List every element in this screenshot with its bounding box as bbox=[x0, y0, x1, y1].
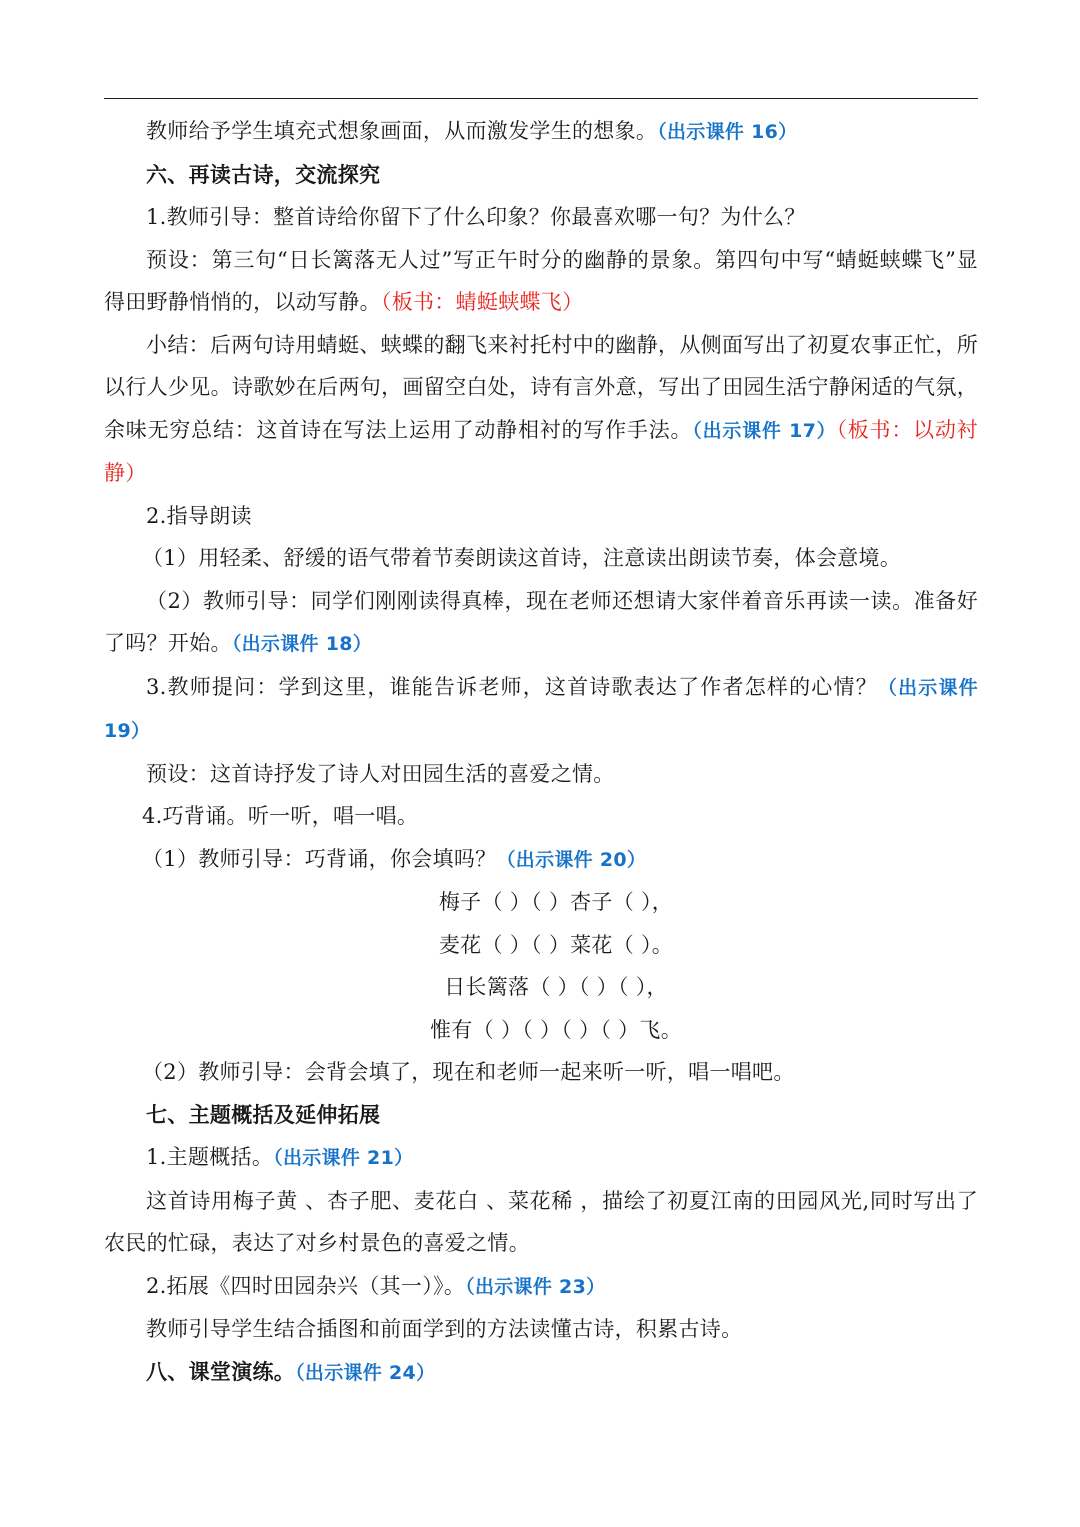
paragraph-text: （1）教师引导：巧背诵，你会填吗？ bbox=[142, 846, 497, 871]
paragraph: （1）用轻柔、舒缓的语气带着节奏朗读这首诗，注意读出朗读节奏，体会意境。 bbox=[142, 546, 902, 570]
paragraph bbox=[104, 110, 978, 154]
paragraph-text: 2.拓展《四时田园杂兴（其一）》。 bbox=[146, 1273, 466, 1298]
board-note: （板书：蜻蜓蛱蝶飞） bbox=[380, 290, 584, 314]
paragraph-text: （2）教师引导：同学们刚刚读得真棒，现在老师还想请大家伴着音乐再读一读。准备好了吗？开始。 bbox=[104, 588, 978, 655]
paragraph bbox=[104, 580, 978, 666]
courseware-ref: （出示课件 16） bbox=[657, 121, 798, 143]
courseware-ref: （出示课件 18） bbox=[231, 633, 373, 655]
courseware-ref: （出示课件 17） bbox=[692, 419, 837, 442]
paragraph-text: 预设：第三句“日长篱落无人过”写正午时分的幽静的景象。第四句中写“蜻蜓蛱蝶飞”显得田野静悄悄的，以动写静。 bbox=[104, 247, 978, 314]
paragraph-text: 教师给予学生填充式想象画面，从而激发学生的想象。 bbox=[146, 119, 658, 143]
paragraph-text: 1.主题概括。 bbox=[146, 1145, 274, 1169]
paragraph: 1.教师引导：整首诗给你留下了什么印象？你最喜欢哪一句？为什么？ bbox=[146, 205, 806, 229]
paragraph: （2）教师引导：会背会填了，现在和老师一起来听一听，唱一唱吧。 bbox=[142, 1060, 795, 1084]
paragraph-text: 3.教师提问：学到这里，谁能告诉老师，这首诗歌表达了作者怎样的心情？ bbox=[146, 674, 878, 699]
section-heading-6: 六、再读古诗，交流探究 bbox=[146, 161, 381, 187]
courseware-ref: （出示课件 23） bbox=[465, 1275, 606, 1298]
courseware-ref: （出示课件 21） bbox=[273, 1147, 414, 1169]
courseware-ref: （出示课件 20） bbox=[496, 848, 647, 871]
paragraph: 4.巧背诵。听一听，唱一唱。 bbox=[142, 804, 419, 828]
fill-in-line: 日长篱落（ ）（ ）（ ）， bbox=[444, 975, 668, 999]
heading-text: 八、课堂演练。 bbox=[146, 1358, 296, 1384]
paragraph bbox=[104, 239, 978, 324]
paragraph: 教师引导学生结合插图和前面学到的方法读懂古诗，积累古诗。 bbox=[146, 1317, 743, 1341]
paragraph bbox=[104, 324, 978, 495]
paragraph bbox=[104, 666, 978, 753]
section-heading-8 bbox=[104, 1351, 978, 1395]
fill-in-line: 麦花（ ）（ ）菜花（ ）。 bbox=[438, 932, 674, 957]
courseware-ref: （出示课件 19） bbox=[104, 676, 978, 742]
paragraph bbox=[104, 838, 978, 882]
paragraph bbox=[104, 1136, 978, 1180]
document-body bbox=[104, 110, 978, 1394]
fill-in-line: 惟有（ ）（ ）（ ）（ ）飞。 bbox=[430, 1017, 682, 1042]
paragraph: 这首诗用梅子黄 、杏子肥、麦花白 、菜花稀 ，描绘了初夏江南的田园风光,同时写出了农民的忙碌，表达了对乡村景色的喜爱之情。 bbox=[104, 1188, 978, 1255]
paragraph: 预设：这首诗抒发了诗人对田园生活的喜爱之情。 bbox=[146, 761, 615, 786]
board-note: （板书：以动衬静） bbox=[104, 417, 978, 485]
paragraph: 2.指导朗读 bbox=[146, 503, 252, 528]
paragraph bbox=[104, 1265, 978, 1309]
paragraph-text: 小结：后两句诗用蜻蜓、蛱蝶的翻飞来衬托村中的幽静，从侧面写出了初夏农事正忙，所以行人少见。诗歌妙在后两句，画留空白处，诗有言外意，写出了田园生活宁静闲适的气氛，余味无穷总结：这首诗在写法上运用了动静相衬的写作手法。 bbox=[104, 332, 978, 442]
section-heading-7: 七、主题概括及延伸拓展 bbox=[146, 1101, 381, 1127]
courseware-ref: （出示课件 24） bbox=[295, 1361, 436, 1384]
header-rule bbox=[104, 98, 978, 99]
fill-in-line: 梅子（ ）（ ）杏子（ ）， bbox=[438, 890, 674, 914]
